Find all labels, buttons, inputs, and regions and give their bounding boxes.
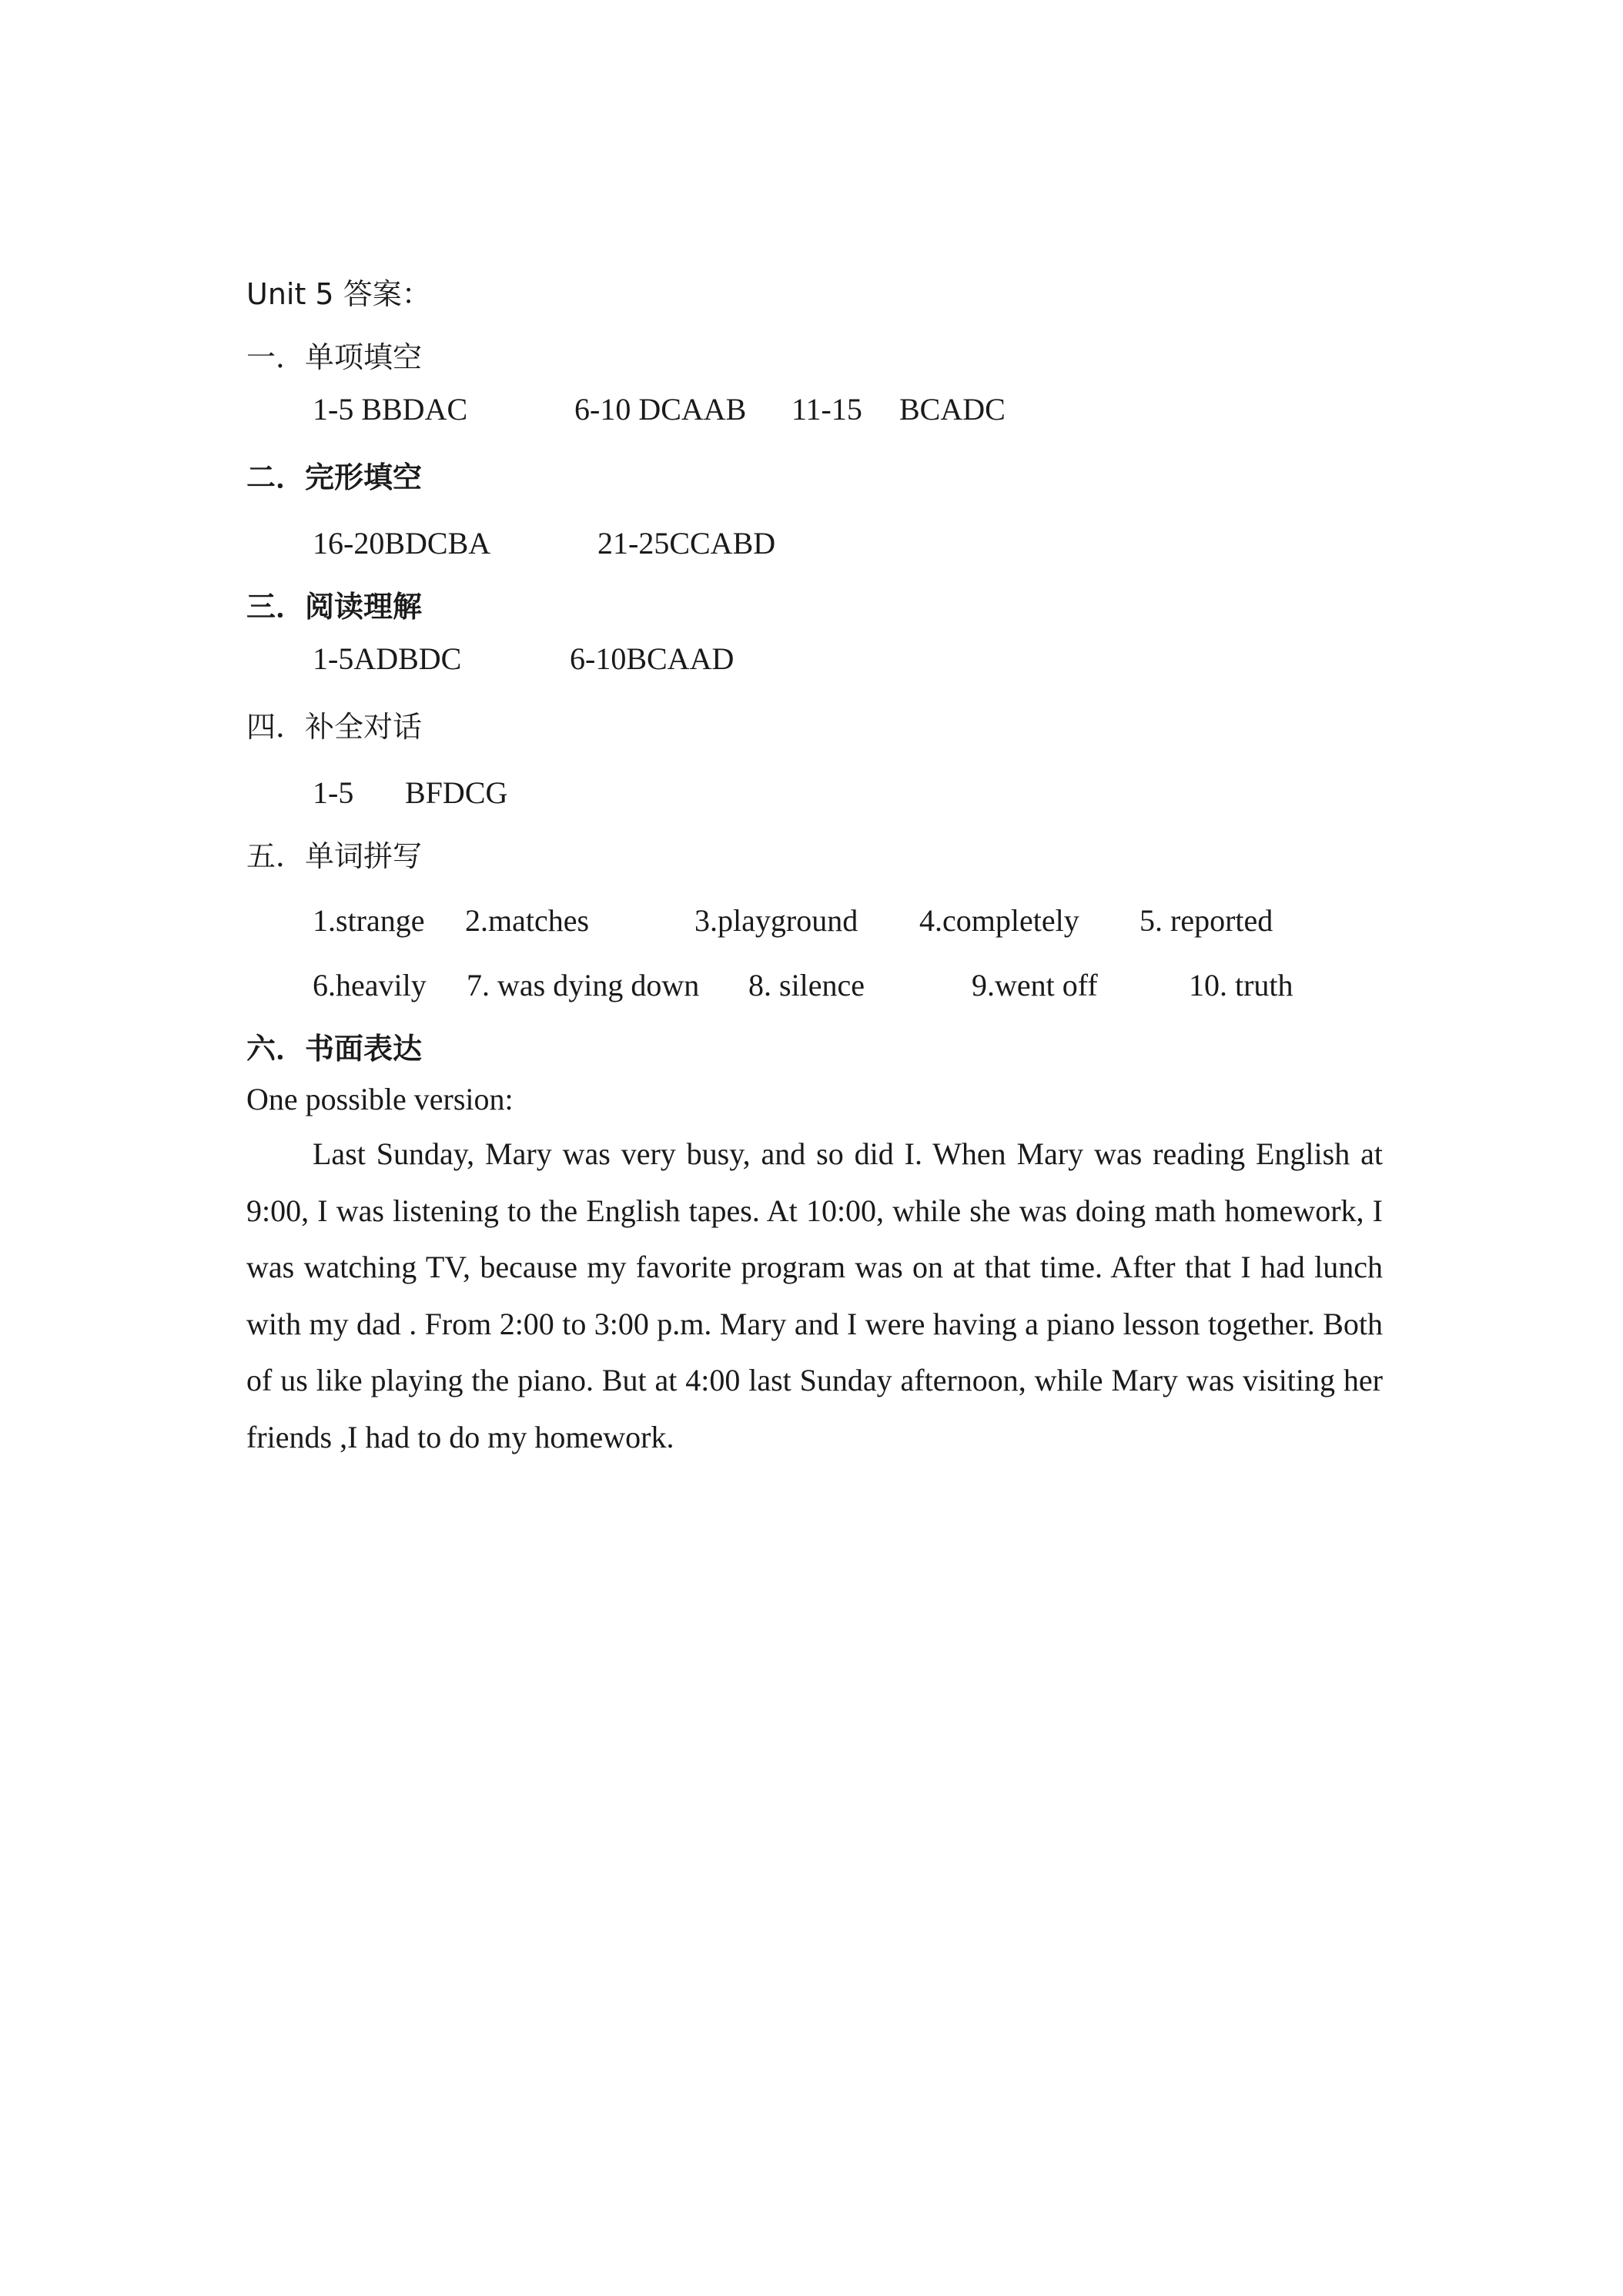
answer-1-5: 1-5 BBDAC [313, 392, 468, 427]
spelling-9: 9.went off [972, 968, 1098, 1002]
answer-reading-1-5: 1-5ADBDC [313, 641, 462, 676]
section-heading-1: 一．单项填空 [246, 340, 423, 374]
section-heading-4: 四．补全对话 [246, 710, 423, 744]
spelling-5: 5. reported [1139, 903, 1273, 938]
spelling-6: 6.heavily [313, 968, 427, 1002]
spelling-2: 2.matches [465, 903, 590, 938]
page-title: Unit 5 答案： [246, 277, 431, 311]
answer-dialog: BFDCG [405, 775, 508, 810]
answer-6-10: 6-10 DCAAB [574, 392, 747, 427]
spelling-3: 3.playground [694, 903, 858, 938]
spelling-10: 10. truth [1189, 968, 1293, 1002]
section-heading-5: 五．单词拼写 [246, 839, 423, 873]
answer-reading-6-10: 6-10BCAAD [570, 641, 735, 676]
spelling-8: 8. silence [748, 968, 865, 1002]
answer-11-15: BCADC [899, 392, 1006, 427]
section-heading-6: 六．书面表达 [246, 1032, 423, 1066]
answer-dialog-label: 1-5 [313, 775, 354, 810]
answer-16-20: 16-20BDCBA [313, 526, 491, 561]
essay-body: Last Sunday, Mary was very busy, and so did I. When Mary was reading English at 9:00, I was listening to the English tapes. At 10:00, while she was doing math homework, I was watching TV, because my favorite program was on at that time. After that I had lunch with my dad . From 2:00 to 3:00 p.m. Mary and I were having a piano lesson together. Both of us like playing the piano. But at 4:00 last Sunday afternoon, while Mary was visiting her friends ,I had to do my homework. [246, 1136, 1383, 1454]
spelling-4: 4.completely [919, 903, 1079, 938]
essay-intro: One possible version: [246, 1082, 514, 1116]
section-heading-3: 三．阅读理解 [246, 590, 423, 624]
answer-21-25: 21-25CCABD [597, 526, 776, 561]
spelling-7: 7. was dying down [467, 968, 700, 1002]
answer-11-15-label: 11-15 [791, 392, 862, 427]
spelling-1: 1.strange [313, 903, 425, 938]
section-heading-2: 二．完形填空 [246, 460, 423, 494]
